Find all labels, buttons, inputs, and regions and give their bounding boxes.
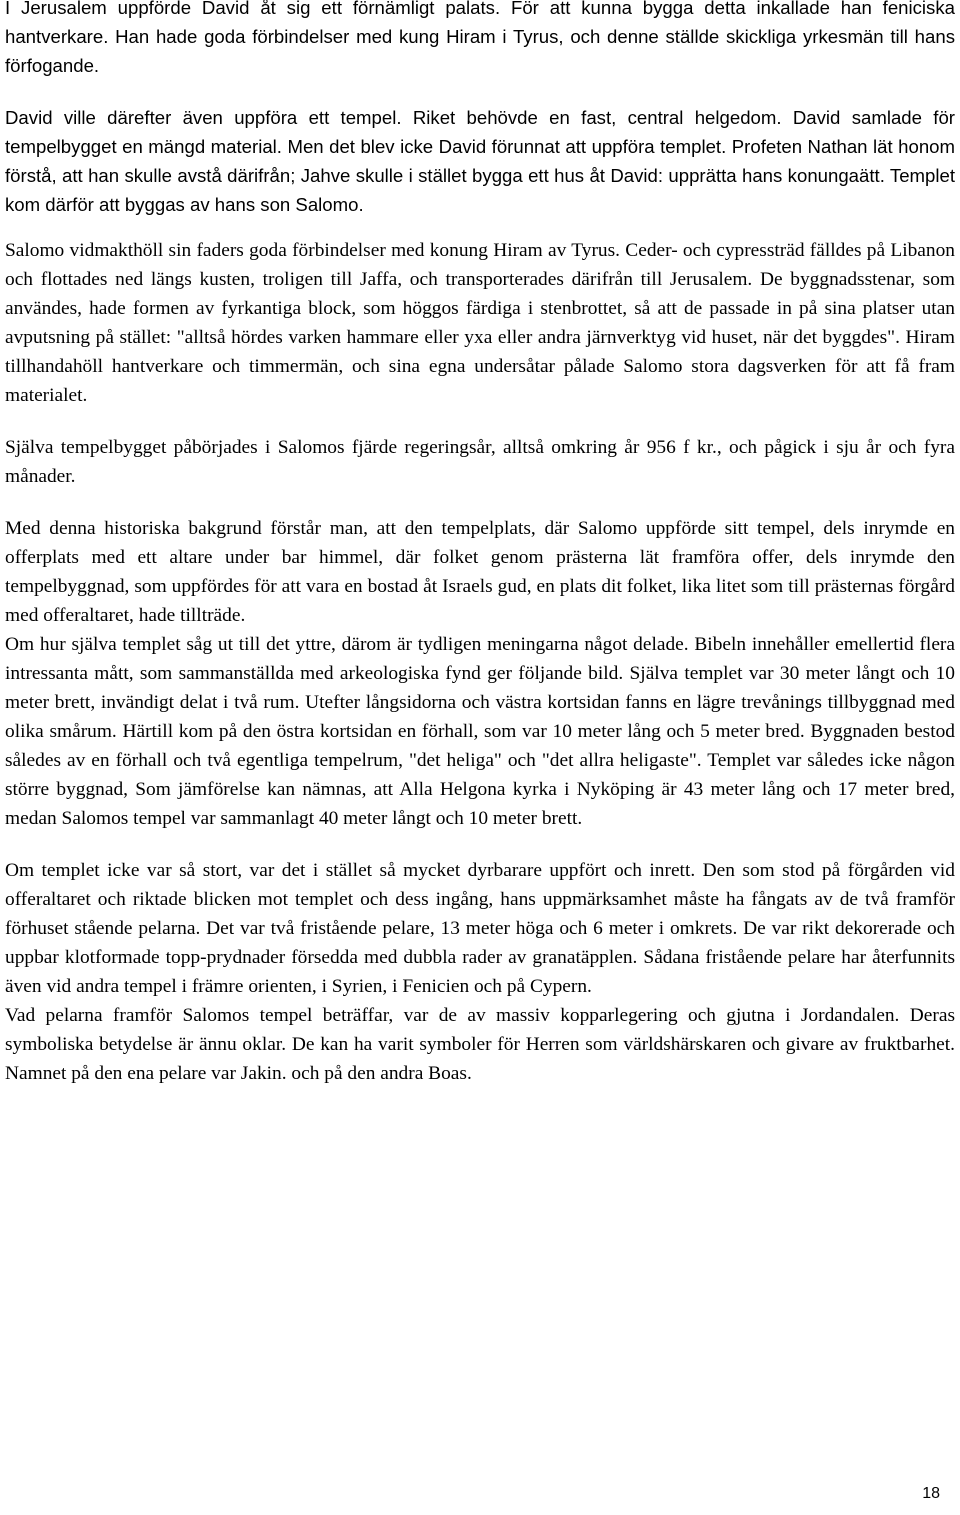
paragraph-spacer — [5, 219, 955, 236]
page-number: 18 — [922, 1485, 940, 1502]
paragraph-construction-start: Själva tempelbygget påbörjades i Salomos fjärde regeringsår, alltså omkring år 956 f kr., och pågick i sju år och fyra månader. — [5, 437, 955, 487]
paragraph-spacer — [5, 80, 955, 103]
paragraph-historical-background: Med denna historiska bakgrund förstår man, att den tempelplats, där Salomo uppförde sitt tempel, dels inrymde en offerplats med ett altare under bar himmel, där folket genom prästerna lät framföra offer, dels inrymde den tempelbyggnad, som uppfördes för att vara en bostad åt Israels gud, en plats dit folket, lika litet som till prästernas förgård med offeraltaret, hade tillträde. — [5, 518, 955, 626]
paragraph-david-palace: I Jerusalem uppförde David åt sig ett förnämligt palats. För att kunna bygga detta inkallade han feniciska hantverkare. Han hade goda förbindelser med kung Hiram i Tyrus, och denne ställde skickliga yrkesmän till hans förfogande. — [5, 0, 955, 76]
paragraph-temple-dimensions: Om hur själva templet såg ut till det yttre, därom är tydligen meningarna något delade. Bibeln innehåller emellertid flera intressanta mått, som sammanställda med arkeologiska fynd ger följande bild. Själva templet var 30 meter långt och 10 meter brett, invändigt delat i två rum. Utefter långsidorna och västra kortsidan fanns en lägre trevånings tillbyggnad med olika smårum. Härtill kom på den östra kortsidan en förhall, som var 10 meter lång och 5 meter bred. Byggnaden bestod således av en förhall och två egentliga tempelrum, "det heliga" och "det allra heligaste". Templet var således icke någon större byggnad, Som jämförelse kan nämnas, att Alla Helgona kyrka i Nyköping är 43 meter lång och 17 meter bred, medan Salomos tempel var sammanlagt 40 meter långt och 10 meter brett. — [5, 634, 955, 829]
paragraph-spacer — [5, 833, 955, 856]
paragraph-pillars: Om templet icke var så stort, var det i stället så mycket dyrbarare uppfört och inrett. Den som stod på förgården vid offeraltaret och riktade blicken mot templet och dess ingång, hans uppmärksamhet måste ha fångats av de två framför förhuset stående pelarna. Det var två fristående pelare, 13 meter höga och 6 meter i omkrets. De var rikt dekorerade och uppbar klotformade topp-prydnader försedda med dubbla rader av granatäpplen. Sådana fristående pelare har återfunnits även vid andra tempel i främre orienten, i Syrien, i Fenicien och på Cypern. — [5, 860, 955, 997]
document-body — [5, 0, 955, 1088]
paragraph-spacer — [5, 410, 955, 433]
paragraph-salomo-materials: Salomo vidmakthöll sin faders goda förbindelser med konung Hiram av Tyrus. Ceder- och cypressträd fälldes på Libanon och flottades ned längs kusten, troligen till Jaffa, och transporterades därifrån till Jerusalem. De byggnadsstenar, som användes, hade formen av fyrkantiga block, som höggos färdiga i stenbrottet, så att de passade in på sina platser utan avputsning på stället: "alltså hördes varken hammare eller yxa eller andra järnverktyg vid huset, när det byggdes". Hiram tillhandahöll hantverkare och timmermän, och sina egna undersåtar pålade Salomo stora dagsverken för att få fram materialet. — [5, 240, 955, 406]
paragraph-spacer — [5, 491, 955, 514]
paragraph-pillar-symbolism: Vad pelarna framför Salomos tempel beträffar, var de av massiv kopparlegering och gjutna i Jordandalen. Deras symboliska betydelse är ännu oklar. De kan ha varit symboler för Herren som världshärskaren och givare av fruktbarhet. Namnet på den ena pelare var Jakin. och på den andra Boas. — [5, 1005, 955, 1084]
paragraph-temple-plan: David ville därefter även uppföra ett tempel. Riket behövde en fast, central helgedom. David samlade för tempelbygget en mängd material. Men det blev icke David förunnat att uppföra templet. Profeten Nathan lät honom förstå, att han skulle avstå därifrån; Jahve skulle i stället bygga ett hus åt David: upprätta hans konungaätt. Templet kom därför att byggas av hans son Salomo. — [5, 107, 955, 215]
